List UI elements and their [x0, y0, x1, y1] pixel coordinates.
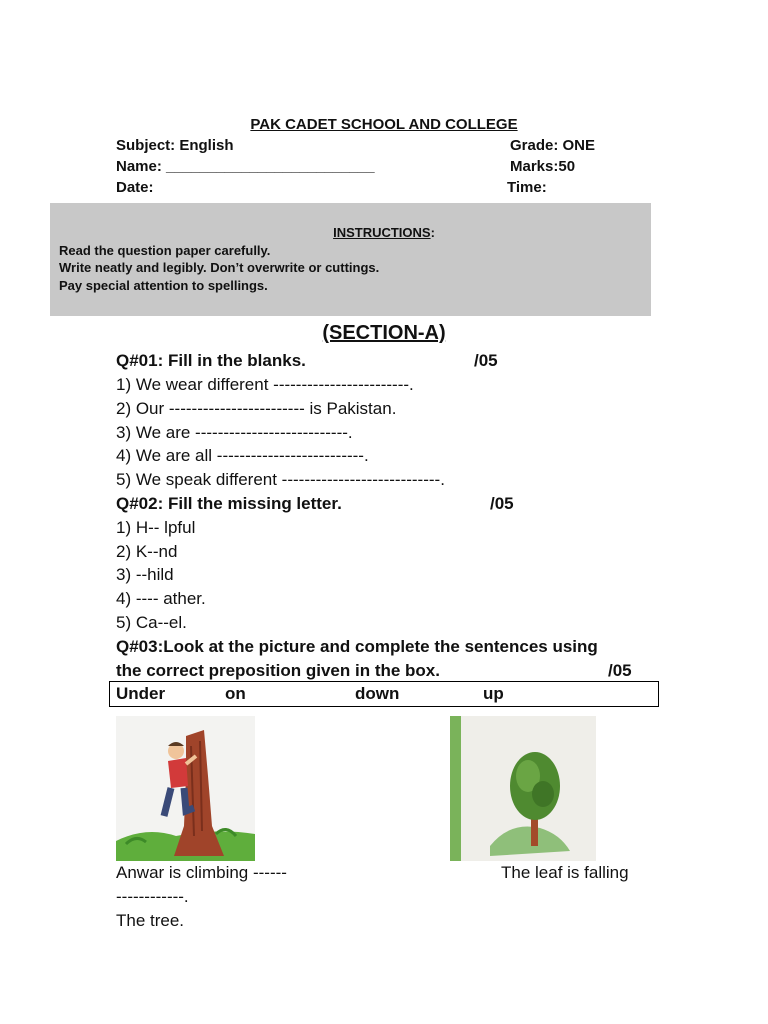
name-field: Name: _________________________: [116, 158, 375, 175]
caption-left-line3: The tree.: [116, 911, 185, 930]
caption-left-line1: Anwar is climbing ------: [116, 863, 287, 882]
q1-item: 4) We are all --------------------------.: [116, 446, 369, 465]
marks-label: Marks:50: [510, 158, 576, 175]
caption-right-line1: The leaf is falling: [501, 863, 629, 882]
q1-item: 1) We wear different ------------------------.: [116, 375, 414, 394]
q2-item: 1) H-- lpful: [116, 518, 196, 537]
q1-item: 2) Our ------------------------ is Pakistan.: [116, 399, 397, 418]
word-under: Under: [116, 684, 166, 703]
instruction-line: Pay special attention to spellings.: [59, 278, 268, 293]
q1-item: 3) We are ---------------------------.: [116, 423, 353, 442]
instruction-line: Write neatly and legibly. Don’t overwrite or cuttings.: [59, 260, 380, 275]
q2-item: 5) Ca--el.: [116, 613, 187, 632]
word-up: up: [483, 684, 504, 703]
time-field: Time:: [507, 179, 547, 196]
school-name: PAK CADET SCHOOL AND COLLEGE: [250, 116, 518, 133]
instruction-line: Read the question paper carefully.: [59, 243, 271, 258]
boy-climbing-tree-image: [116, 716, 255, 861]
word-down: down: [355, 684, 400, 703]
q3-marks: /05: [608, 661, 632, 680]
q3-title-line2: the correct preposition given in the box.: [116, 661, 440, 680]
q2-item: 3) --hild: [116, 565, 174, 584]
word-on: on: [225, 684, 246, 703]
subject-label: Subject: English: [116, 137, 234, 154]
q3-title-line1: Q#03:Look at the picture and complete the sentences using: [116, 637, 598, 656]
instructions-title: INSTRUCTIONS:: [333, 225, 435, 240]
q2-marks: /05: [490, 494, 514, 513]
q2-item: 2) K--nd: [116, 542, 178, 561]
caption-left-line2: ------------.: [116, 887, 189, 906]
q1-marks: /05: [474, 351, 498, 370]
tree-image: [450, 716, 596, 861]
q1-item: 5) We speak different ----------------------------.: [116, 470, 445, 489]
section-title: (SECTION-A): [322, 322, 446, 344]
q2-item: 4) ---- ather.: [116, 589, 206, 608]
date-field: Date:: [116, 179, 154, 196]
q1-title: Q#01: Fill in the blanks.: [116, 351, 306, 370]
grade-label: Grade: ONE: [510, 137, 596, 154]
q2-title: Q#02: Fill the missing letter.: [116, 494, 342, 513]
